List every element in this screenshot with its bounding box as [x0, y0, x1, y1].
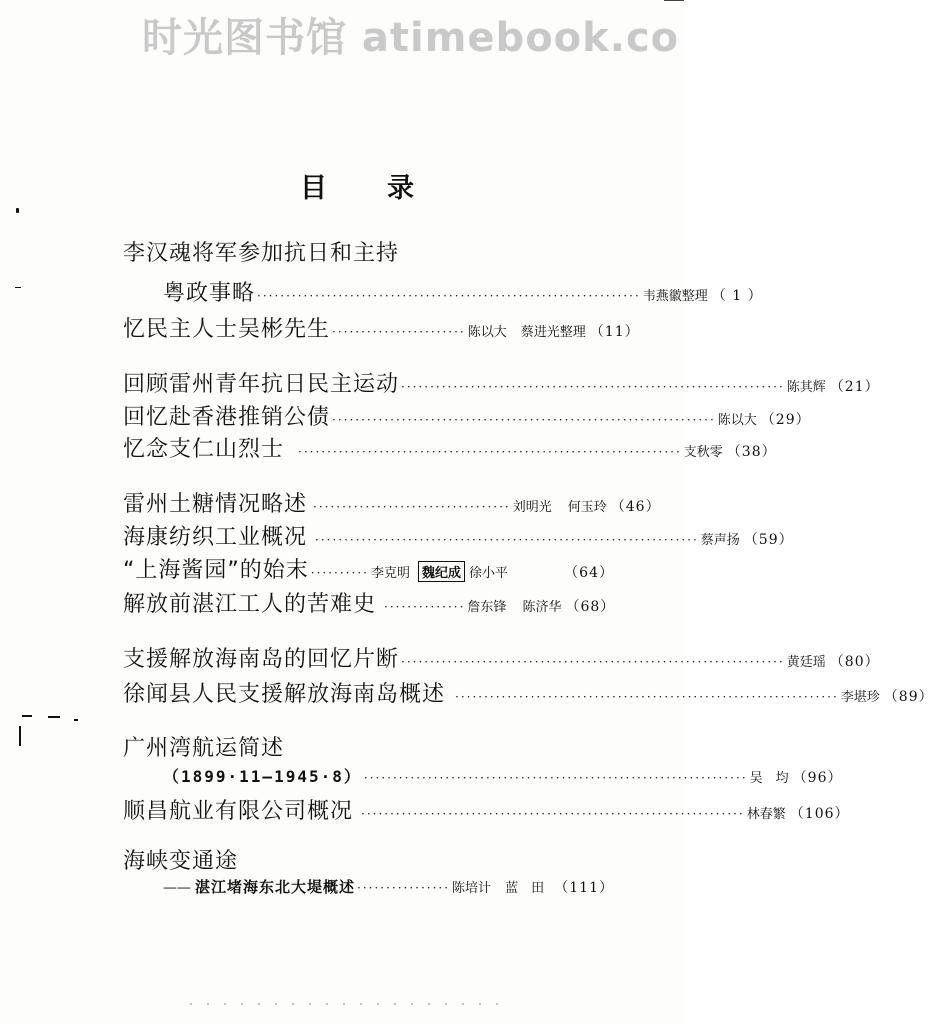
scan-speck: [48, 716, 60, 718]
toc-entry[interactable]: [163, 764, 843, 787]
toc-entry[interactable]: [123, 794, 850, 825]
entry-title: 解放前湛江工人的苦难史: [123, 592, 377, 617]
leader-dots: ··································································: [401, 655, 785, 669]
entry-title: 徐闻县人民支援解放海南岛概述: [123, 682, 446, 707]
entry-page: （106）: [789, 806, 850, 822]
entry-author: 吴 均: [749, 771, 789, 786]
entry-title: 李汉魂将军参加抗日和主持: [123, 241, 400, 266]
entry-page: （46）: [610, 499, 661, 515]
top-rule: [664, 0, 684, 1]
entry-author: 陈其辉: [786, 380, 826, 395]
entry-author: 陈以大: [467, 325, 507, 340]
em-dash: ——: [163, 880, 191, 896]
entry-page: （11）: [589, 324, 640, 340]
leader-dots: ··································································: [315, 533, 699, 547]
entry-author: 林春繁: [746, 807, 786, 822]
scan-speck: [22, 715, 32, 717]
entry-title: 回顾雷州青年抗日民主运动: [123, 372, 400, 397]
entry-author: 詹东锋: [467, 600, 507, 615]
scan-speck: [15, 287, 21, 288]
leader-dots: ··································································: [363, 771, 748, 785]
scan-speck: [19, 726, 21, 746]
entry-page: （111）: [554, 880, 614, 896]
leader-dots: ··································································: [401, 380, 785, 394]
leader-dots: ··································································: [298, 445, 682, 459]
entry-title: 顺昌航业有限公司概况: [123, 799, 354, 824]
entry-title: 忆民主人士吴彬先生: [123, 317, 331, 342]
entry-page: （64）: [564, 565, 614, 581]
scan-noise: [190, 1003, 510, 1005]
toc-entry[interactable]: [123, 432, 777, 463]
toc-entry[interactable]: [123, 642, 880, 673]
entry-author: 蔡声扬: [700, 533, 740, 548]
entry-date-range: （1899·11—1945·8）: [163, 767, 362, 786]
toc-entry[interactable]: [163, 276, 763, 307]
entry-author: 陈济华: [522, 600, 562, 615]
entry-author: 韦燕徽整理: [642, 289, 708, 304]
leader-dots: ··································: [313, 500, 511, 514]
toc-entry[interactable]: [123, 400, 811, 431]
toc-entry[interactable]: [123, 520, 794, 551]
entry-title: 海峡变通途: [123, 849, 239, 874]
toc-entry[interactable]: [123, 677, 934, 708]
entry-author: 蔡进光整理: [520, 325, 586, 340]
entry-author: 刘明光: [512, 500, 552, 515]
scan-speck: [16, 208, 19, 213]
toc-entry-title-line: [123, 731, 284, 762]
entry-title: “上海酱园”的始末: [123, 558, 309, 583]
leader-dots: ··································································: [332, 413, 716, 427]
toc-entry-title-line: [123, 844, 238, 875]
entry-author: 陈培计: [452, 881, 492, 896]
toc-entry-title-line: [123, 236, 399, 267]
entry-author: 何玉玲: [567, 500, 607, 515]
entry-author: 陈以大: [717, 413, 757, 428]
entry-author: 黄廷瑶: [786, 655, 826, 670]
entry-title: 忆念支仁山烈士: [123, 437, 285, 462]
watermark: 时光图书馆 atimebook.co: [142, 15, 680, 61]
leader-dots: ················: [357, 881, 451, 895]
entry-author: 蓝 田: [505, 881, 545, 896]
entry-page: （ 1 ）: [711, 288, 763, 304]
entry-page: （89）: [883, 689, 934, 705]
entry-author: 支秋零: [683, 445, 723, 460]
entry-title: 回忆赴香港推销公债: [123, 405, 331, 430]
leader-dots: ··································································: [455, 690, 839, 704]
entry-page: （68）: [565, 599, 616, 615]
entry-author: 徐小平: [468, 566, 508, 581]
entry-page: （59）: [743, 532, 794, 548]
leader-dots: ··············: [384, 600, 466, 614]
entry-title: 湛江堵海东北大堤概述: [195, 878, 356, 896]
entry-title: 广州湾航运简述: [123, 736, 285, 761]
entry-title: 粤政事略: [163, 281, 256, 306]
entry-title: 海康纺织工业概况: [123, 525, 308, 550]
leader-dots: ··································································: [361, 807, 745, 821]
entry-page: （80）: [829, 654, 880, 670]
entry-author: 李克明: [370, 566, 410, 581]
toc-entry[interactable]: [123, 367, 880, 398]
toc-entry[interactable]: [123, 587, 614, 618]
toc-entry[interactable]: [163, 876, 614, 897]
leader-dots: ··································································: [257, 289, 641, 303]
scan-speck: [74, 719, 78, 721]
entry-author-boxed: 魏纪成: [418, 561, 465, 582]
toc-entry[interactable]: [123, 312, 640, 343]
entry-page: （29）: [760, 412, 811, 428]
toc-entry[interactable]: [123, 487, 661, 518]
entry-page: （21）: [829, 379, 880, 395]
entry-title: 雷州土糖情况略述: [123, 492, 308, 517]
entry-title: 支援解放海南岛的回忆片断: [123, 647, 400, 672]
toc-entry[interactable]: [123, 553, 614, 584]
entry-author: 李堪珍: [840, 690, 880, 705]
entry-page: （38）: [726, 444, 777, 460]
leader-dots: ·······················: [332, 325, 466, 339]
leader-dots: ··········: [310, 566, 369, 580]
page-title: 目录: [300, 173, 474, 204]
entry-page: （96）: [792, 770, 843, 786]
